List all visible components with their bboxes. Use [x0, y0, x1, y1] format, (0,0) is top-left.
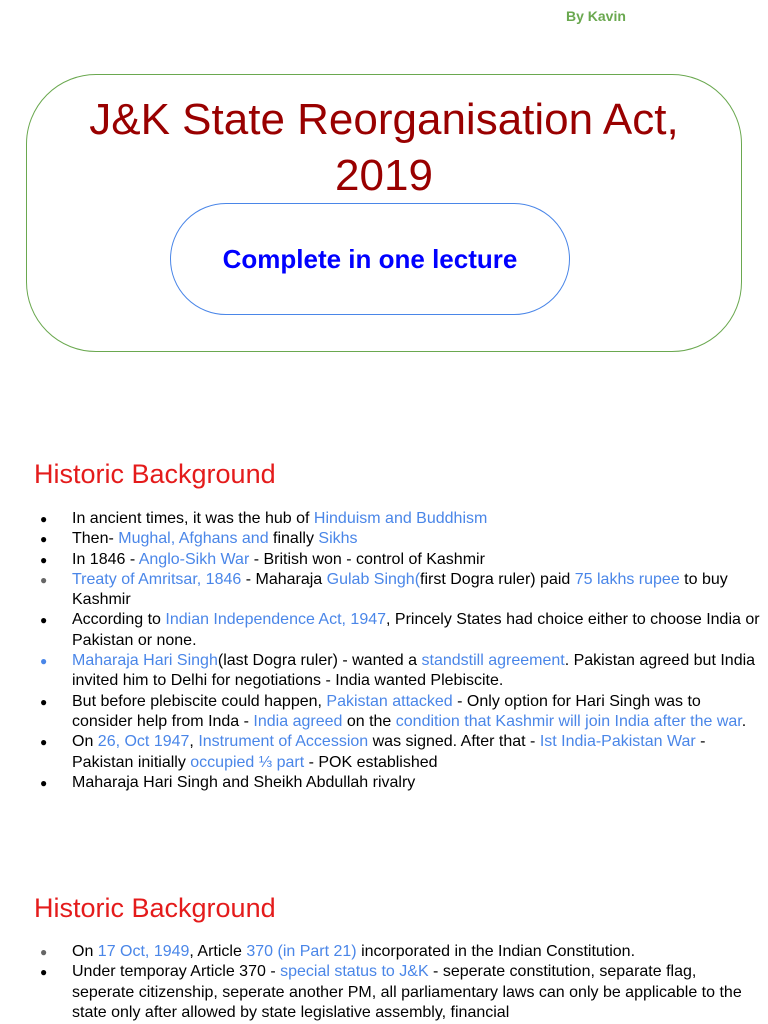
bullet-icon: ● — [40, 775, 48, 790]
list-item — [0, 692, 768, 733]
body-text: . — [741, 712, 747, 730]
body-text: first Dogra ruler) paid — [420, 570, 575, 588]
body-text: - British won - control of Kashmir — [249, 550, 485, 568]
highlighted-text: 370 — [246, 943, 274, 960]
subtitle-pill — [170, 203, 570, 315]
list-item — [0, 942, 768, 962]
body-text: (last Dogra ruler) - wanted a — [217, 652, 422, 670]
highlighted-text: occupied ⅓ part — [190, 753, 305, 771]
bullet-icon: ● — [40, 572, 48, 587]
highlighted-text: 17 Oct, 1949 — [97, 943, 190, 960]
page-title-line-2: 2019 — [335, 151, 433, 200]
subtitle-text: Complete in one lecture — [222, 243, 518, 274]
body-text: , Article — [189, 943, 247, 960]
list-item — [0, 509, 768, 529]
list-item — [0, 962, 768, 1023]
body-text: , Princely States had choice either to choose India or Pakistan or none. — [72, 611, 760, 649]
bullet-icon: ● — [40, 613, 48, 628]
author-credit: By Kavin — [566, 8, 626, 24]
highlighted-text: 75 lakhs rupee — [574, 570, 680, 588]
bullet-icon: ● — [40, 552, 48, 567]
page-title — [0, 92, 768, 204]
highlighted-text: Gulab Singh( — [326, 570, 421, 588]
body-text: Under temporay Article 370 - — [72, 963, 281, 981]
body-text: was signed. After that - — [368, 733, 540, 751]
highlighted-text: Treaty of Amritsar, 1846 — [72, 570, 242, 588]
body-text: - Only option for Hari Singh was to consider help from Inda - — [72, 692, 701, 730]
bullet-icon: ● — [40, 654, 48, 669]
body-text: - POK established — [304, 753, 438, 771]
bullet-icon: ● — [40, 694, 48, 709]
body-text: finally — [273, 530, 319, 548]
body-text: - seperate constitution, separate flag, seperate citizenship, seperate another PM, all parliamentary laws can only be applicable to the state only after allowed by state legislative assembly, financial — [72, 963, 742, 1021]
body-text: , — [189, 733, 199, 751]
page-title-line-1: J&K State Reorganisation Act, — [89, 95, 679, 144]
highlighted-text: Sikhs — [318, 530, 358, 548]
bullet-list-2 — [0, 942, 768, 1023]
body-text: - Maharaja — [241, 570, 327, 588]
body-text: . Pakistan agreed but India invited him to Delhi for negotiations - India wanted Plebiscite. — [72, 652, 756, 690]
bullet-icon: ● — [40, 965, 48, 980]
bullet-icon: ● — [40, 735, 48, 750]
body-text: But before plebiscite could happen, — [72, 692, 327, 710]
highlighted-text: India agreed — [253, 712, 343, 730]
body-text: on the — [342, 712, 396, 730]
highlighted-text: 26, Oct 1947 — [97, 733, 190, 751]
body-text: In ancient times, it was the hub of — [72, 510, 314, 527]
body-text: According to — [72, 611, 166, 629]
highlighted-text: Mughal, Afghans and — [118, 530, 274, 548]
body-text: Then- — [72, 530, 119, 548]
body-text: Maharaja Hari Singh and Sheikh Abdullah rivalry — [72, 773, 416, 791]
list-item — [0, 550, 768, 570]
highlighted-text: Hinduism and Buddhism — [313, 510, 488, 527]
highlighted-text: Instrument of Accession — [198, 733, 369, 751]
section-heading-2: Historic Background — [34, 893, 276, 923]
list-item — [0, 610, 768, 651]
body-text: to buy Kashmir — [72, 570, 728, 609]
highlighted-text: Pakistan attacked — [326, 692, 453, 710]
body-text: In 1846 - — [72, 550, 139, 568]
list-item — [0, 651, 768, 692]
highlighted-text: Maharaja Hari Singh — [72, 652, 218, 670]
bullet-icon: ● — [40, 512, 48, 526]
highlighted-text: special status to J&K — [280, 963, 429, 981]
body-text: - Pakistan initially — [72, 733, 706, 771]
highlighted-text: standstill agreement — [421, 652, 565, 670]
list-item — [0, 529, 768, 549]
highlighted-text: Indian Independence Act, 1947 — [165, 611, 387, 629]
list-item — [0, 732, 768, 773]
bullet-icon: ● — [40, 945, 48, 959]
highlighted-text: (in Part 21) — [277, 943, 357, 960]
list-item — [0, 570, 768, 611]
highlighted-text: condition that Kashmir will join India after the war — [395, 712, 742, 730]
bullet-list-1 — [0, 509, 768, 793]
body-text: incorporated in the Indian Constitution. — [356, 943, 636, 960]
list-item — [0, 773, 768, 793]
body-text: On — [72, 943, 98, 960]
body-text: On — [72, 733, 98, 751]
section-heading-1: Historic Background — [34, 459, 276, 489]
highlighted-text: Ist India-Pakistan War — [539, 733, 696, 751]
bullet-icon: ● — [40, 532, 48, 547]
highlighted-text: Anglo-Sikh War — [138, 550, 250, 568]
